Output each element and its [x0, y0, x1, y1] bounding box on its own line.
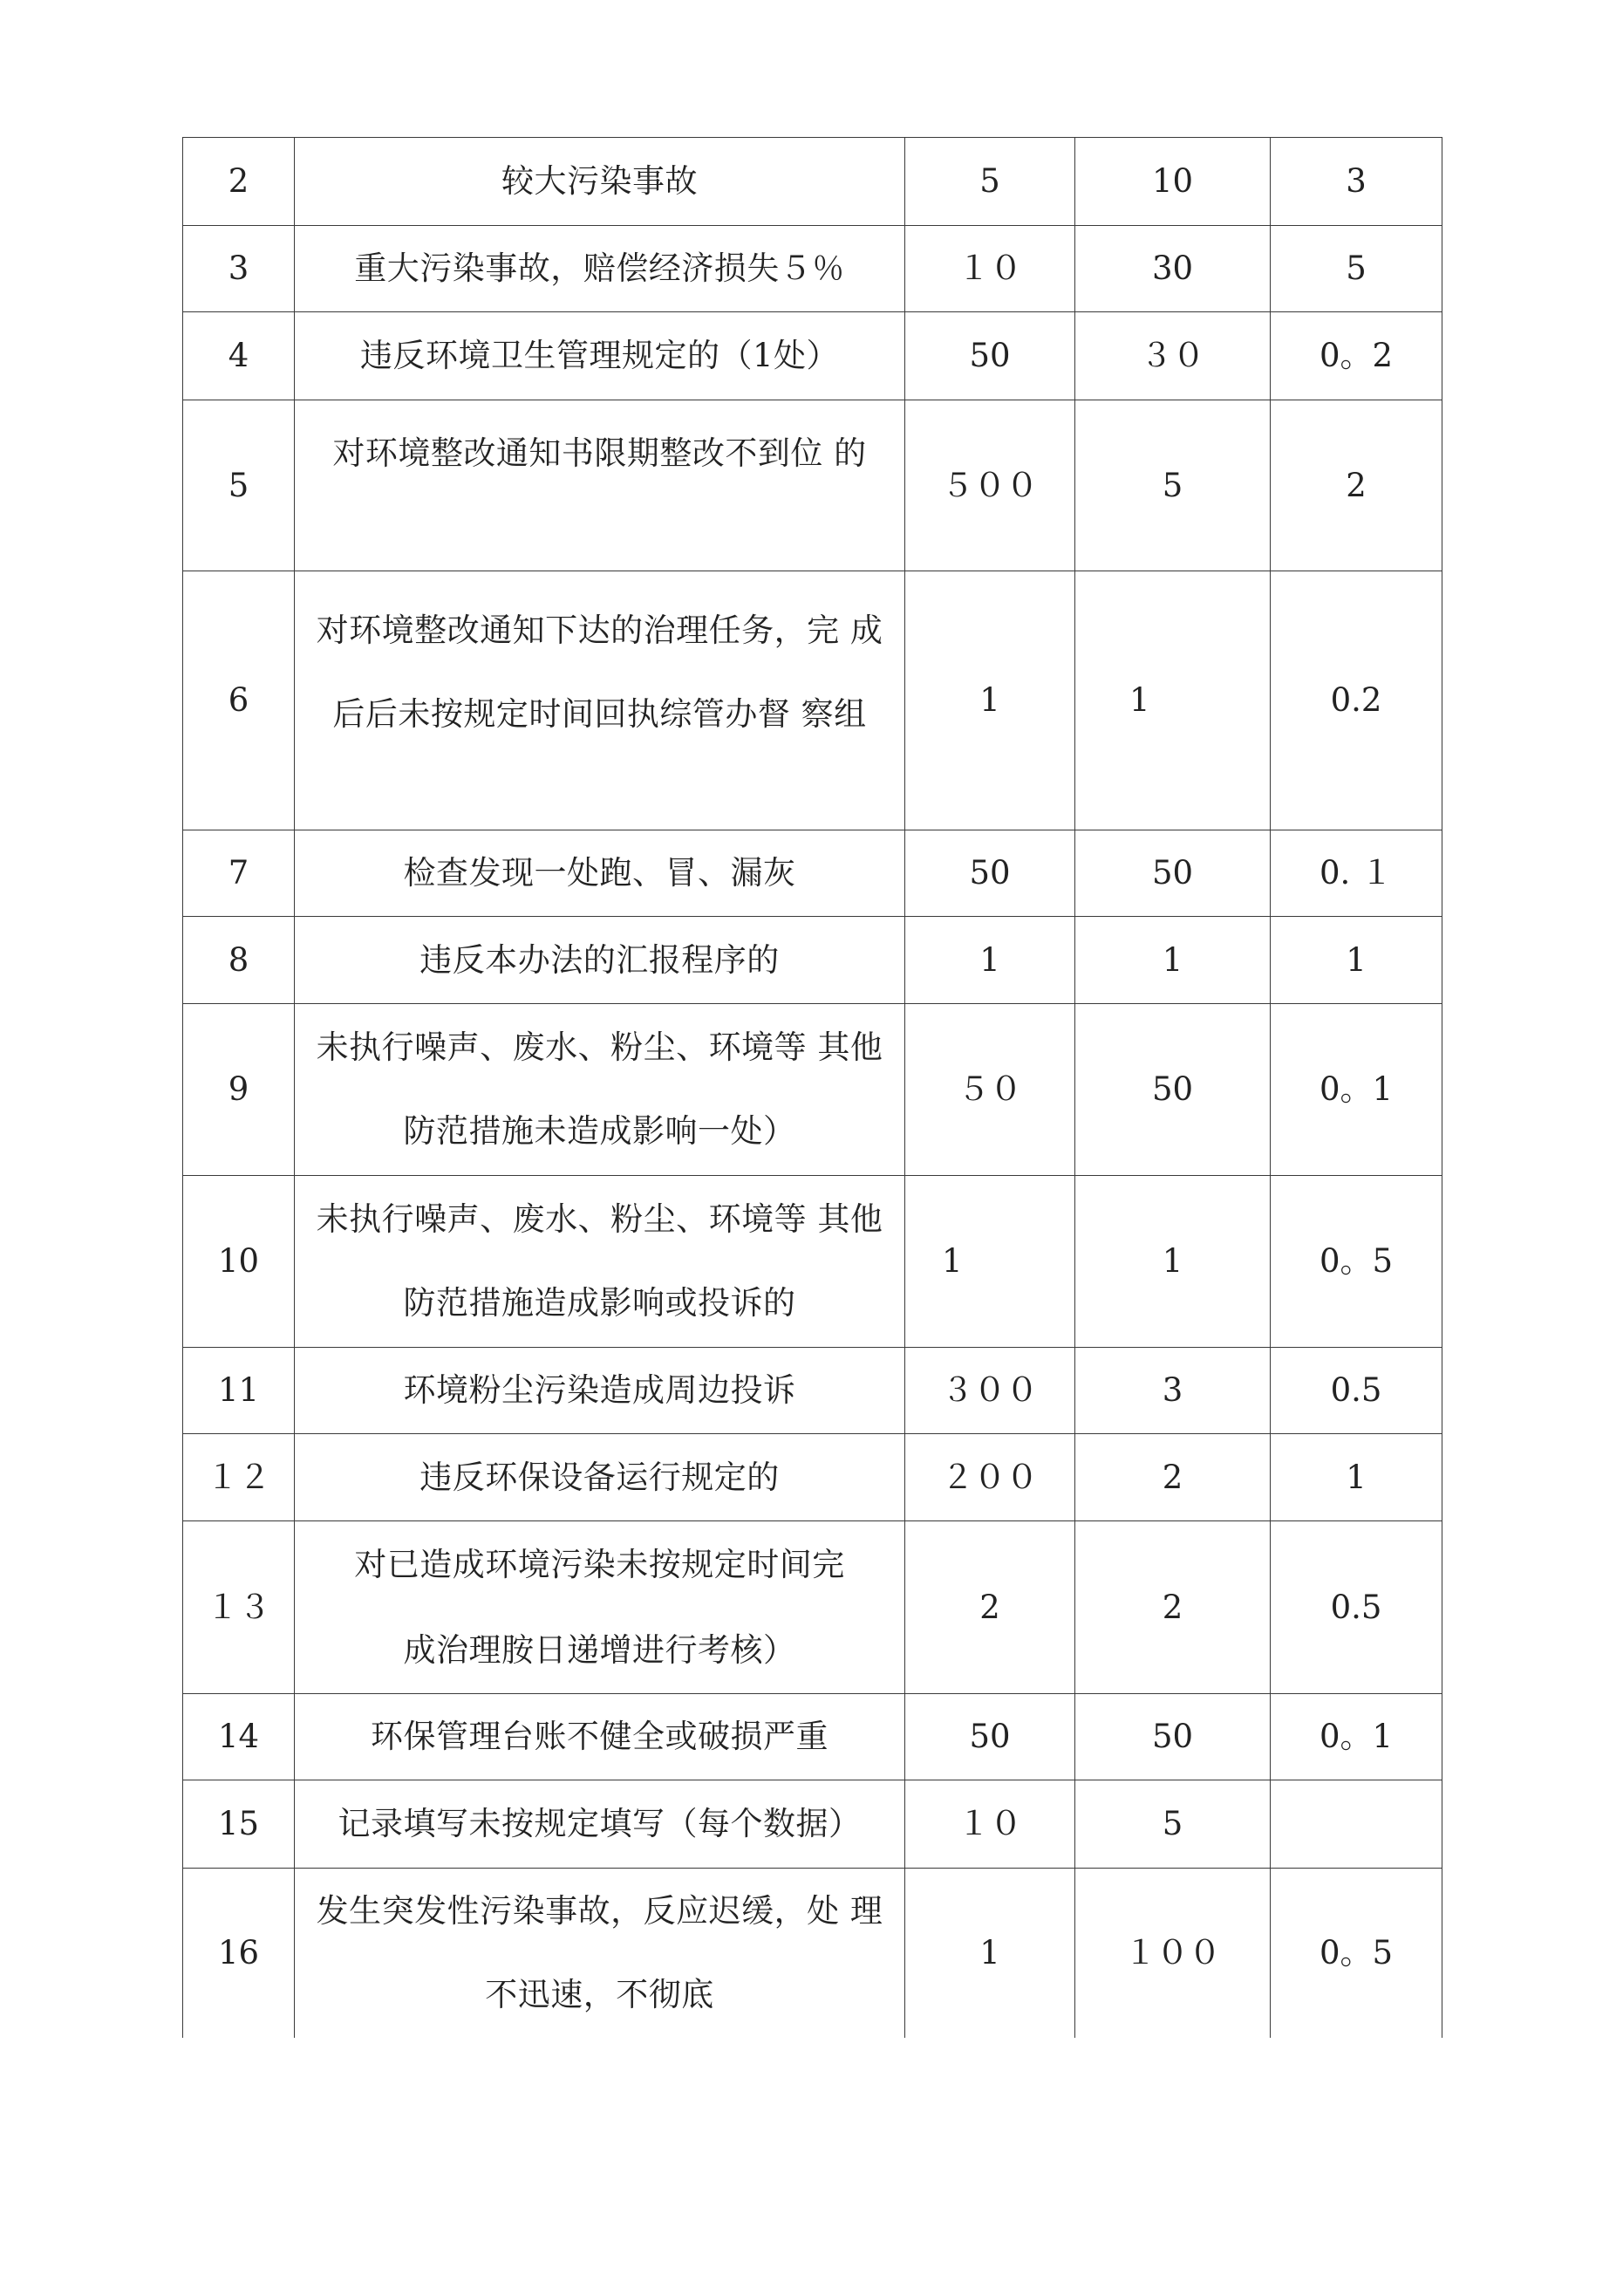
value-c: 0。2 [1271, 312, 1442, 400]
row-description [295, 1176, 905, 1348]
value-c: 3 [1271, 138, 1442, 226]
row-number: 4 [183, 312, 295, 400]
row-number: 6 [183, 571, 295, 830]
value-b: 10 [1075, 138, 1271, 226]
value-c: 0。1 [1271, 1694, 1442, 1780]
table-row [183, 1348, 1442, 1434]
value-a: 2 [905, 1521, 1075, 1694]
value-b: 5 [1075, 1780, 1271, 1869]
value-a: 1 [905, 917, 1075, 1004]
row-description [295, 1004, 905, 1176]
value-c: 5 [1271, 226, 1442, 312]
row-description [295, 400, 905, 571]
description-line: 较大污染事故 [501, 162, 698, 200]
value-b: 50 [1075, 1004, 1271, 1176]
value-b: 30 [1075, 226, 1271, 312]
description-line: 防范措施造成影响或投诉的 [403, 1284, 796, 1322]
description-line: 发生突发性污染事故，反应迟缓，处 理 [316, 1891, 883, 1930]
value-a: 50 [905, 312, 1075, 400]
description-line: 环境粉尘污染造成周边投诉 [403, 1371, 796, 1409]
table-row [183, 1694, 1442, 1780]
row-description [295, 1348, 905, 1434]
value-a: 1 [905, 571, 1075, 830]
value-c: 0。5 [1271, 1869, 1442, 2038]
value-b: 2 [1075, 1434, 1271, 1521]
row-description [295, 226, 905, 312]
row-description [295, 1434, 905, 1521]
value-a: ５０ [905, 1004, 1075, 1176]
description-line: 后后未按规定时间回执综管办督 察组 [332, 695, 867, 733]
value-b: 5 [1075, 400, 1271, 571]
description-line: 检查发现一处跑、冒、漏灰 [403, 854, 796, 892]
row-description [295, 1780, 905, 1869]
row-number: 14 [183, 1694, 295, 1780]
value-b: ３０ [1075, 312, 1271, 400]
value-c: 0。5 [1271, 1176, 1442, 1348]
table-row [183, 571, 1442, 830]
row-number: 9 [183, 1004, 295, 1176]
row-number: 10 [183, 1176, 295, 1348]
value-c: 0. １ [1271, 830, 1442, 917]
row-number: 5 [183, 400, 295, 571]
description-line: 违反本办法的汇报程序的 [419, 940, 780, 979]
description-line: 对已造成环境污染未按规定时间完 [354, 1545, 845, 1583]
row-description [295, 1869, 905, 2038]
table-row [183, 1780, 1442, 1869]
value-b: 2 [1075, 1521, 1271, 1694]
value-c [1271, 1780, 1442, 1869]
row-number: 15 [183, 1780, 295, 1869]
row-number: １２ [183, 1434, 295, 1521]
row-number: 3 [183, 226, 295, 312]
penalty-table [182, 137, 1442, 2038]
row-number: 2 [183, 138, 295, 226]
value-a: ２００ [905, 1434, 1075, 1521]
value-a: 50 [905, 1694, 1075, 1780]
description-line: 环保管理台账不健全或破损严重 [371, 1718, 829, 1755]
value-b: 50 [1075, 1694, 1271, 1780]
row-number: 7 [183, 830, 295, 917]
description-line: 成治理胺日递增进行考核） [403, 1630, 796, 1669]
description-line: 未执行噪声、废水、粉尘、环境等 其他 [316, 1028, 883, 1066]
row-description [295, 1521, 905, 1694]
value-c: 0.5 [1271, 1348, 1442, 1434]
value-b: 1 [1075, 1176, 1271, 1348]
description-line: 未执行噪声、废水、粉尘、环境等 其他 [316, 1200, 883, 1238]
table-row [183, 400, 1442, 571]
row-description [295, 312, 905, 400]
description-line: 对环境整改通知书限期整改不到位 的 [332, 434, 867, 472]
description-line: 防范措施未造成影响一处） [403, 1112, 796, 1150]
value-a: ３００ [905, 1348, 1075, 1434]
value-a: 1 [905, 1176, 1075, 1348]
value-c: 1 [1271, 1434, 1442, 1521]
description-line: 重大污染事故，赔偿经济损失５％ [354, 249, 845, 287]
value-c: 1 [1271, 917, 1442, 1004]
table-row [183, 1004, 1442, 1176]
row-number: 8 [183, 917, 295, 1004]
table-row [183, 1869, 1442, 2038]
table-row [183, 1434, 1442, 1521]
row-number: １３ [183, 1521, 295, 1694]
row-description [295, 830, 905, 917]
value-b: 1 [1075, 917, 1271, 1004]
row-description [295, 138, 905, 226]
value-c: 2 [1271, 400, 1442, 571]
value-a: 5 [905, 138, 1075, 226]
row-number: 16 [183, 1869, 295, 2038]
table-row [183, 917, 1442, 1004]
value-a: 1 [905, 1869, 1075, 2038]
row-number: 11 [183, 1348, 295, 1434]
row-description [295, 917, 905, 1004]
value-a: ５００ [905, 400, 1075, 571]
description-line: 不迅速，不彻底 [485, 1975, 714, 2013]
table-row [183, 138, 1442, 226]
description-line: 违反环境卫生管理规定的（1处） [359, 337, 840, 374]
value-b: 1 [1075, 571, 1271, 830]
value-c: 0.2 [1271, 571, 1442, 830]
value-a: １０ [905, 1780, 1075, 1869]
table-row [183, 226, 1442, 312]
value-c: 0.5 [1271, 1521, 1442, 1694]
value-c: 0。1 [1271, 1004, 1442, 1176]
table-row [183, 1521, 1442, 1694]
description-line: 对环境整改通知下达的治理任务，完 成 [316, 612, 883, 649]
value-b: 3 [1075, 1348, 1271, 1434]
value-a: 50 [905, 830, 1075, 917]
row-description [295, 1694, 905, 1780]
table-row [183, 830, 1442, 917]
table-row [183, 1176, 1442, 1348]
table-row [183, 312, 1442, 400]
value-b: １００ [1075, 1869, 1271, 2038]
value-b: 50 [1075, 830, 1271, 917]
description-line: 记录填写未按规定填写（每个数据） [338, 1805, 862, 1842]
value-a: １０ [905, 226, 1075, 312]
description-line: 违反环保设备运行规定的 [419, 1458, 780, 1496]
row-description [295, 571, 905, 830]
